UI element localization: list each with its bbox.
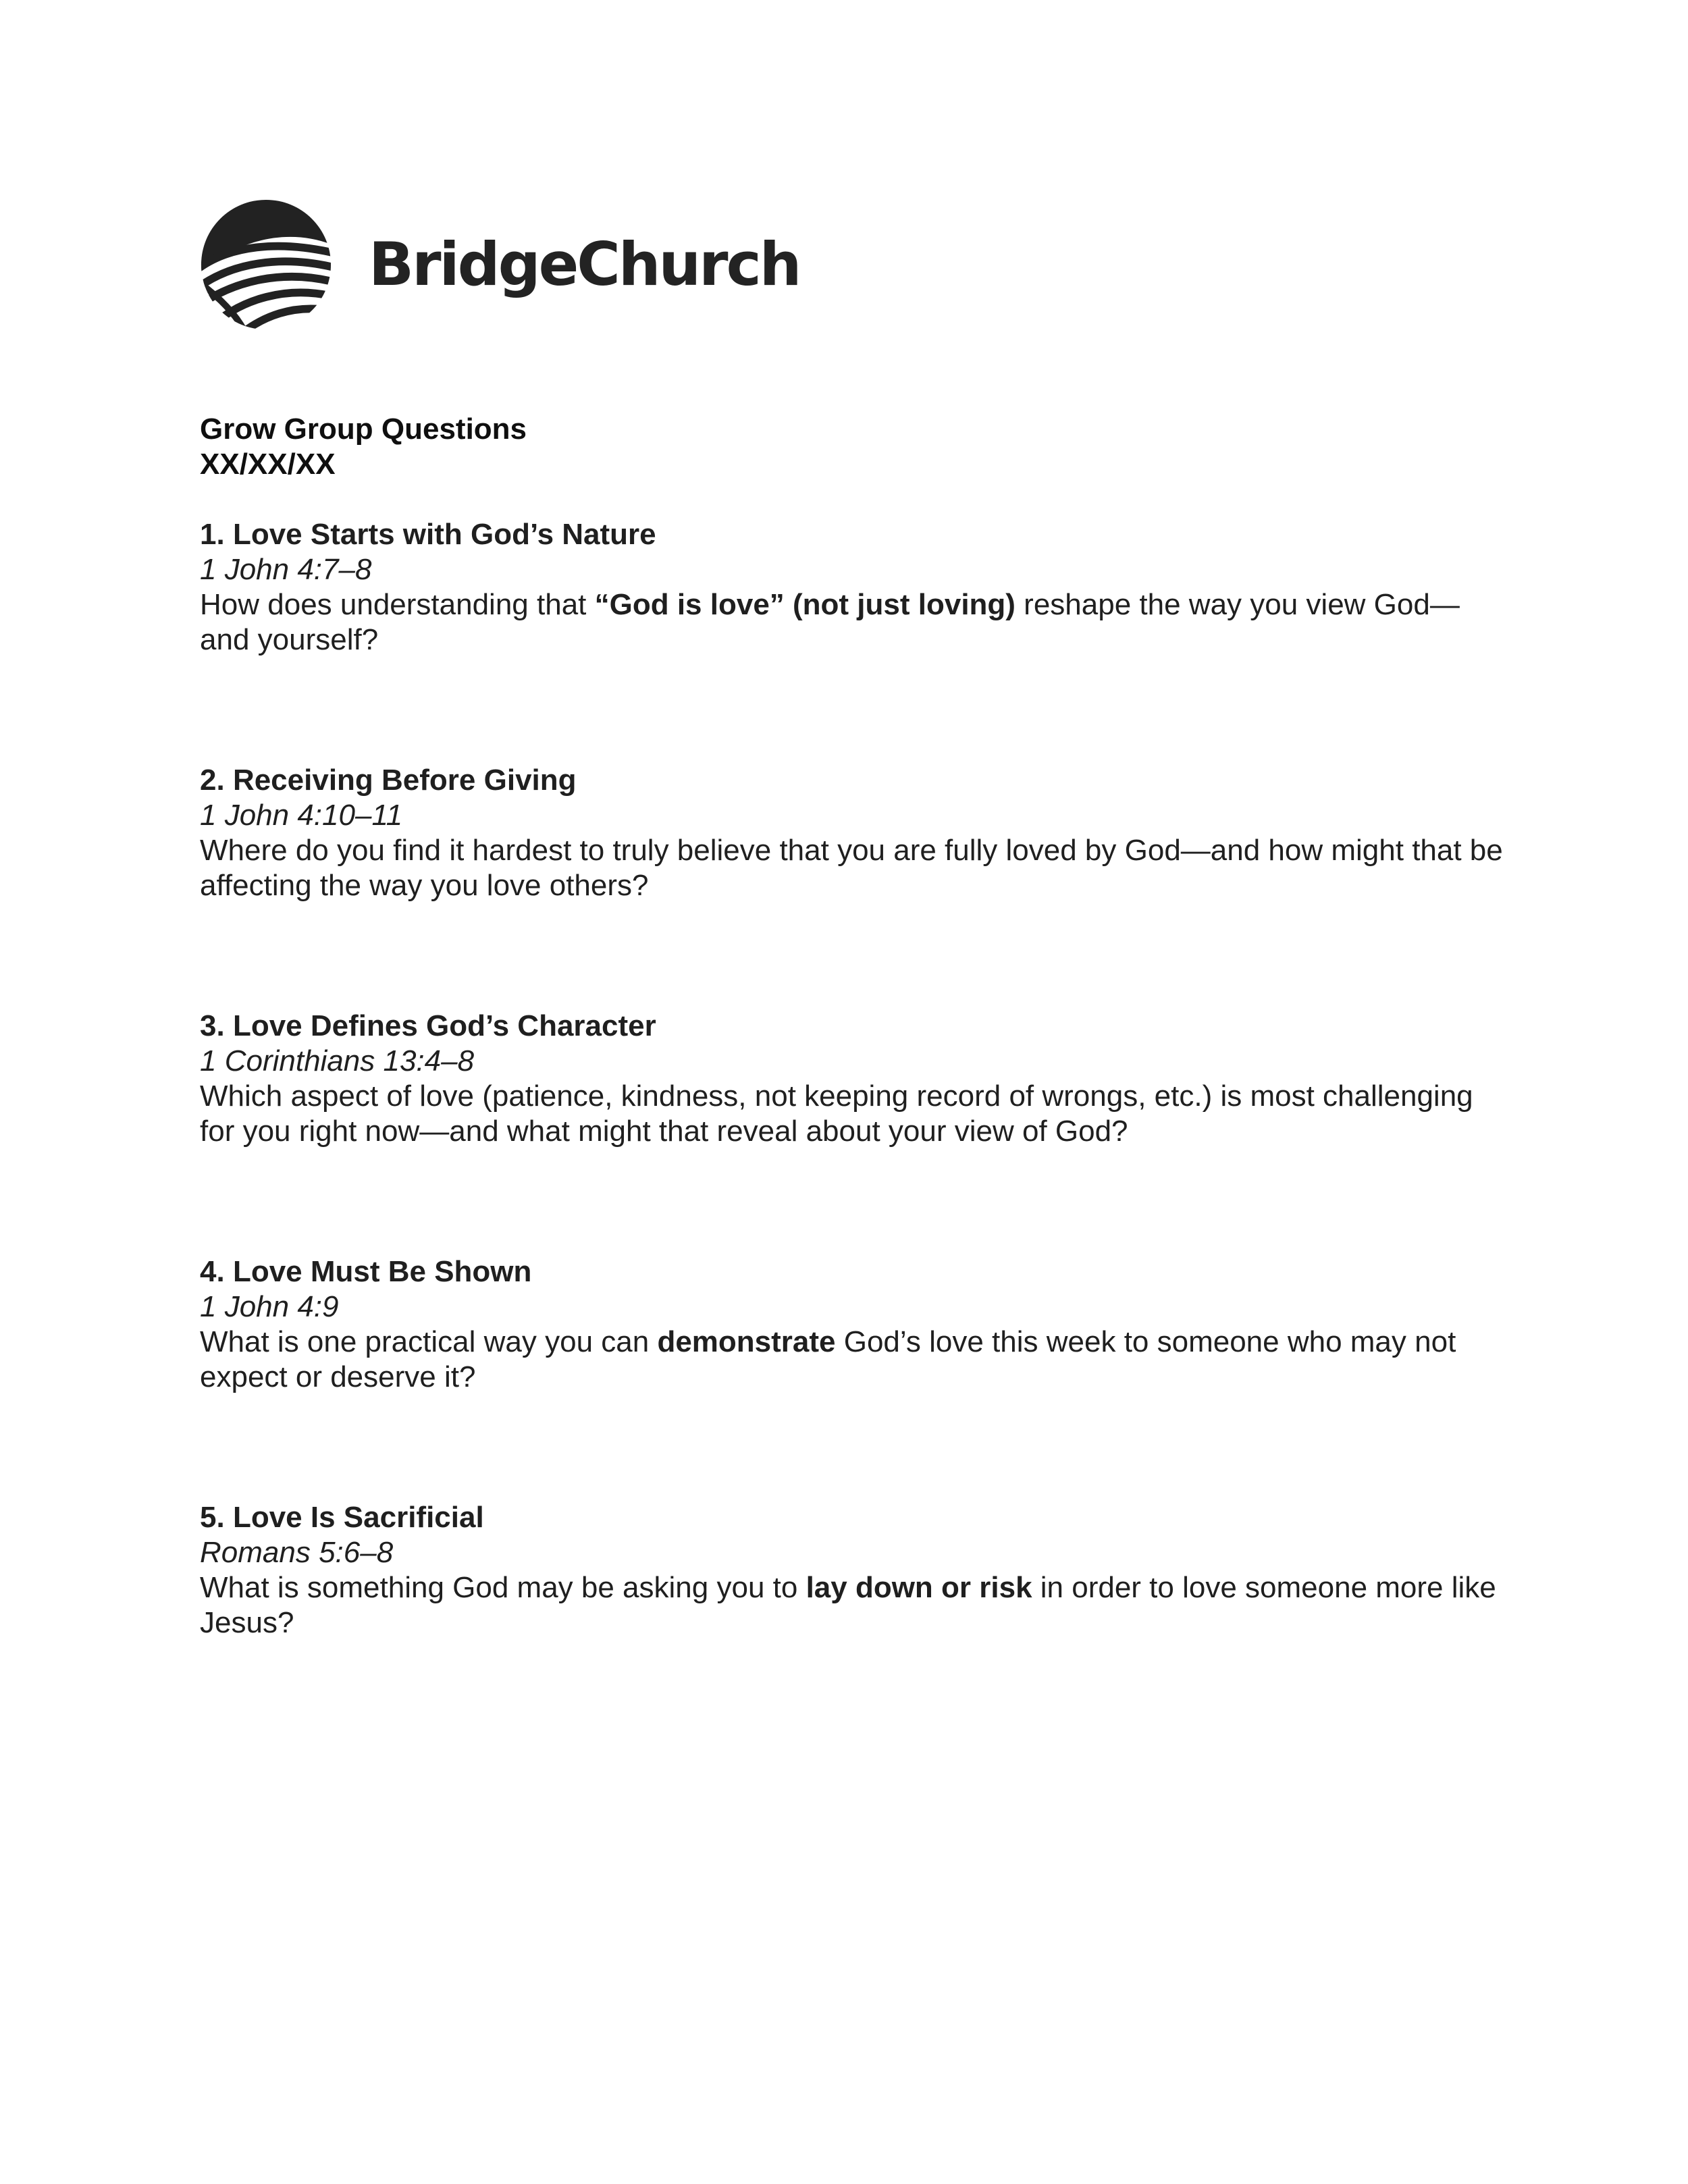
scripture-reference: 1 John 4:9: [200, 1290, 339, 1323]
question-item: [200, 763, 1503, 903]
question-heading: Love Defines God’s Character: [232, 1009, 656, 1042]
question-number: 4.: [200, 1255, 225, 1288]
document-date: XX/XX/XX: [200, 448, 336, 481]
question-heading: Love Must Be Shown: [232, 1255, 532, 1288]
question-number: 2.: [200, 764, 225, 797]
question-text: [200, 1570, 1503, 1641]
question-number: 1.: [200, 518, 225, 551]
question-title: [200, 763, 1503, 798]
question-text-end: God’s love this week to someone who may not expect or deserve it?: [200, 1325, 1456, 1393]
question-text-start: How does understanding that: [200, 588, 595, 621]
question-title: [200, 1500, 1503, 1535]
question-emphasis: lay down or risk: [806, 1571, 1032, 1604]
question-text-end: in order to love someone more like Jesus?: [200, 1571, 1496, 1639]
question-text-end: reshape the way you view God—and yourself?: [200, 588, 1460, 656]
question-text-start: What is one practical way you can: [200, 1325, 658, 1358]
question-number: 5.: [200, 1501, 225, 1534]
document-content: [200, 412, 1503, 1641]
question-emphasis: demonstrate: [657, 1325, 836, 1358]
document-title: Grow Group Questions: [200, 412, 527, 446]
question-text: [200, 1079, 1503, 1149]
bridge-logo-icon: [200, 198, 332, 331]
question-item: [200, 1500, 1503, 1641]
scripture-reference: 1 Corinthians 13:4–8: [200, 1044, 475, 1077]
question-text-start: What is something God may be asking you to: [200, 1571, 806, 1604]
question-text: [200, 833, 1503, 903]
question-text-start: Which aspect of love (patience, kindness, not keeping record of wrongs, etc.) is most challenging for you right now—and what might that reveal about your view of God?: [200, 1080, 1473, 1148]
church-logo: [200, 197, 800, 332]
question-text: [200, 587, 1503, 658]
question-item: [200, 517, 1503, 658]
question-item: [200, 1254, 1503, 1395]
scripture-reference: Romans 5:6–8: [200, 1536, 394, 1569]
question-title: [200, 1009, 1503, 1044]
question-item: [200, 1009, 1503, 1149]
question-heading: Receiving Before Giving: [232, 764, 577, 797]
question-title: [200, 1254, 1503, 1289]
logo-wordmark: BridgeChurch: [369, 230, 800, 299]
question-title: [200, 517, 1503, 552]
question-heading: Love Starts with God’s Nature: [232, 518, 656, 551]
scripture-reference: 1 John 4:7–8: [200, 553, 372, 586]
question-emphasis: “God is love” (not just loving): [594, 588, 1016, 621]
question-text: [200, 1325, 1503, 1395]
question-heading: Love Is Sacrificial: [232, 1501, 484, 1534]
question-number: 3.: [200, 1009, 225, 1042]
question-text-start: Where do you find it hardest to truly believe that you are fully loved by God—and how might that be affecting the way you love others?: [200, 834, 1503, 902]
scripture-reference: 1 John 4:10–11: [200, 799, 403, 832]
